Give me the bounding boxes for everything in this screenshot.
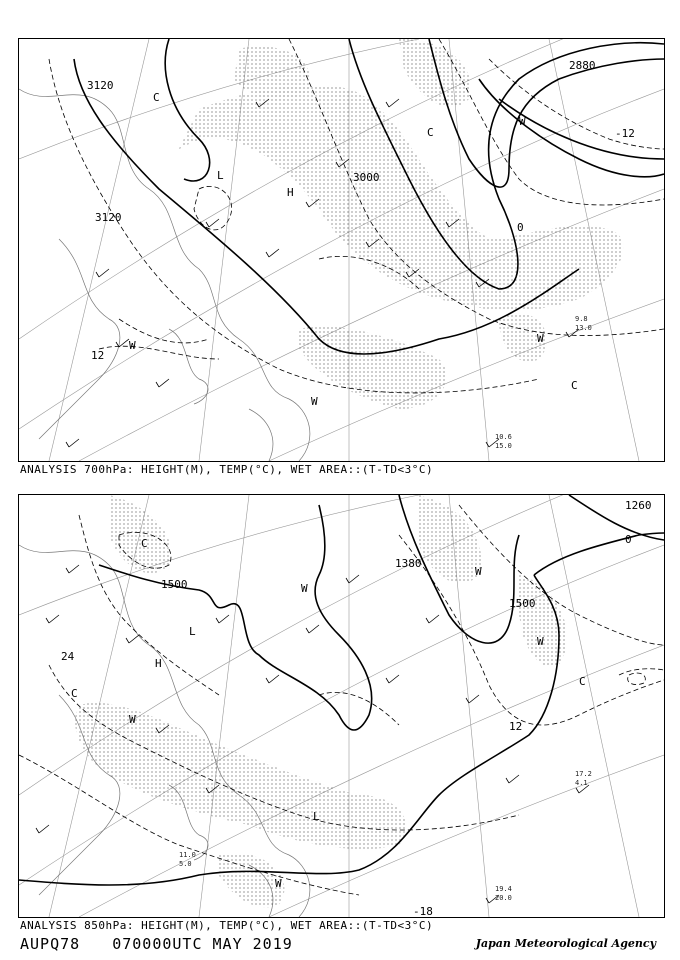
height-label: 1380 — [395, 557, 422, 570]
svg-text:9.8: 9.8 — [575, 315, 588, 323]
pressure-center-cold: C — [71, 687, 78, 700]
temp-label: 0 — [517, 221, 524, 234]
pressure-center-warm: W — [129, 339, 136, 352]
wet-areas — [75, 495, 567, 908]
agency-name: Japan Meteorological Agency — [475, 937, 656, 950]
valid-time: 070000UTC MAY 2019 — [112, 935, 293, 953]
pressure-center-warm: W — [475, 565, 482, 578]
pressure-center-cold: C — [141, 537, 148, 550]
pressure-center-warm: W — [519, 115, 526, 128]
height-label: 1500 — [161, 578, 188, 591]
svg-text:20.0: 20.0 — [495, 894, 512, 902]
svg-text:11.0: 11.0 — [179, 851, 196, 859]
pressure-center-high: H — [155, 657, 162, 670]
temp-label: 24 — [61, 650, 75, 663]
temp-label: 0 — [625, 533, 632, 546]
svg-text:4.1: 4.1 — [575, 779, 588, 787]
pressure-center-warm: W — [129, 713, 136, 726]
pressure-center-warm: W — [537, 635, 544, 648]
svg-text:10.6: 10.6 — [495, 433, 512, 441]
chart-identifier — [20, 935, 315, 953]
pressure-center-warm: W — [311, 395, 318, 408]
map-850hpa-svg — [19, 495, 664, 917]
wet-areas — [179, 39, 623, 409]
map-700hpa-svg — [19, 39, 664, 461]
height-label: 1500 — [509, 597, 536, 610]
pressure-center-cold: C — [571, 379, 578, 392]
svg-text:13.0: 13.0 — [575, 324, 592, 332]
pressure-center-warm: W — [537, 332, 544, 345]
chart-code: AUPQ78 — [20, 935, 81, 953]
map-panel-850hpa — [18, 494, 665, 918]
pressure-center-low: L — [313, 810, 320, 823]
pressure-center-low: L — [189, 625, 196, 638]
pressure-center-cold: C — [153, 91, 160, 104]
temp-label: 12 — [91, 349, 105, 362]
pressure-center-high: H — [287, 186, 294, 199]
svg-text:19.4: 19.4 — [495, 885, 512, 893]
height-label: 3120 — [95, 211, 122, 224]
height-label: 2880 — [569, 59, 596, 72]
temp-label: -12 — [615, 127, 635, 140]
height-label: 3120 — [87, 79, 114, 92]
pressure-center-warm: W — [275, 877, 282, 890]
caption-850hpa: ANALYSIS 850hPa: HEIGHT(M), TEMP(°C), WET AREA::(T-TD<3°C) — [20, 919, 434, 932]
pressure-center-cold: C — [427, 126, 434, 139]
temp-label: -18 — [413, 905, 433, 917]
svg-text:15.0: 15.0 — [495, 442, 512, 450]
svg-text:5.0: 5.0 — [179, 860, 192, 868]
pressure-center-cold: C — [579, 675, 586, 688]
map-panel-700hpa — [18, 38, 665, 462]
height-label: 1260 — [625, 499, 652, 512]
svg-text:17.2: 17.2 — [575, 770, 592, 778]
pressure-center-low: L — [217, 169, 224, 182]
caption-700hpa: ANALYSIS 700hPa: HEIGHT(M), TEMP(°C), WET AREA::(T-TD<3°C) — [20, 463, 434, 476]
temp-label: 12 — [509, 720, 523, 733]
height-label: 3000 — [353, 171, 380, 184]
pressure-center-warm: W — [301, 582, 308, 595]
